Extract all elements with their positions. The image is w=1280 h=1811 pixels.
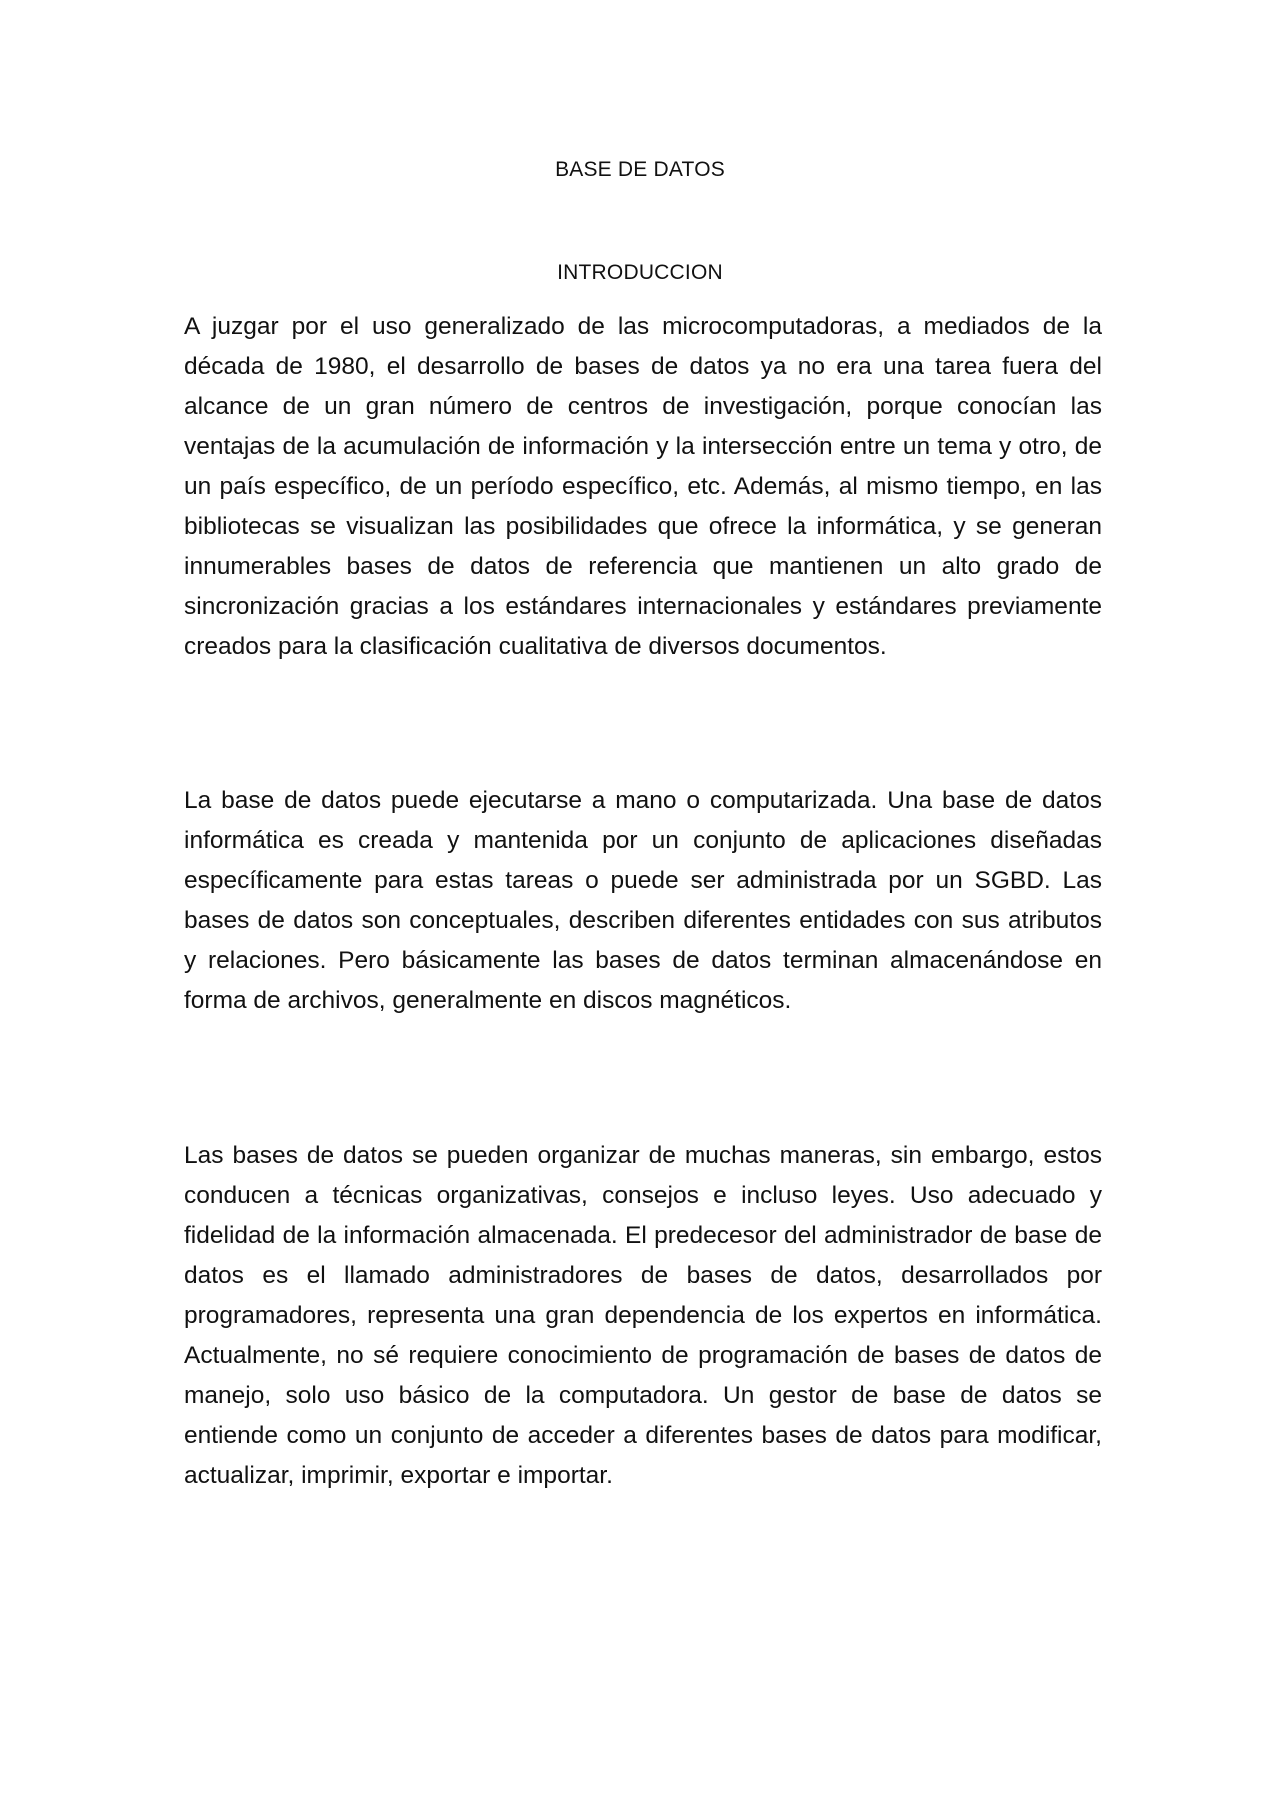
body-paragraph-1: A juzgar por el uso generalizado de las microcomputadoras, a mediados de la década de 1980, el desarrollo de bases de datos ya no era una tarea fuera del alcance de un gran número de centros de investigación, porque conocían las ventajas de la acumulación de información y la intersección entre un tema y otro, de un país específico, de un período específico, etc. Además, al mismo tiempo, en las bibliotecas se visualizan las posibilidades que ofrece la informática, y se generan innumerables bases de datos de referencia que mantienen un alto grado de sincronización gracias a los estándares internacionales y estándares previamente creados para la clasificación cualitativa de diversos documentos.: [184, 313, 1102, 660]
section-heading: INTRODUCCION: [557, 261, 723, 284]
body-paragraph-2: La base de datos puede ejecutarse a mano o computarizada. Una base de datos informática es creada y mantenida por un conjunto de aplicaciones diseñadas específicamente para estas tareas o puede ser administrada por un SGBD. Las bases de datos son conceptuales, describen diferentes entidades con sus atributos y relaciones. Pero básicamente las bases de datos terminan almacenándose en forma de archivos, generalmente en discos magnéticos.: [184, 787, 1102, 1014]
document-title: BASE DE DATOS: [555, 158, 725, 181]
body-paragraph-3: Las bases de datos se pueden organizar de muchas maneras, sin embargo, estos conducen a técnicas organizativas, consejos e incluso leyes. Uso adecuado y fidelidad de la información almacenada. El predecesor del administrador de base de datos es el llamado administradores de bases de datos, desarrollados por programadores, representa una gran dependencia de los expertos en informática. Actualmente, no sé requiere conocimiento de programación de bases de datos de manejo, solo uso básico de la computadora. Un gestor de base de datos se entiende como un conjunto de acceder a diferentes bases de datos para modificar, actualizar, imprimir, exportar e importar.: [184, 1142, 1102, 1489]
